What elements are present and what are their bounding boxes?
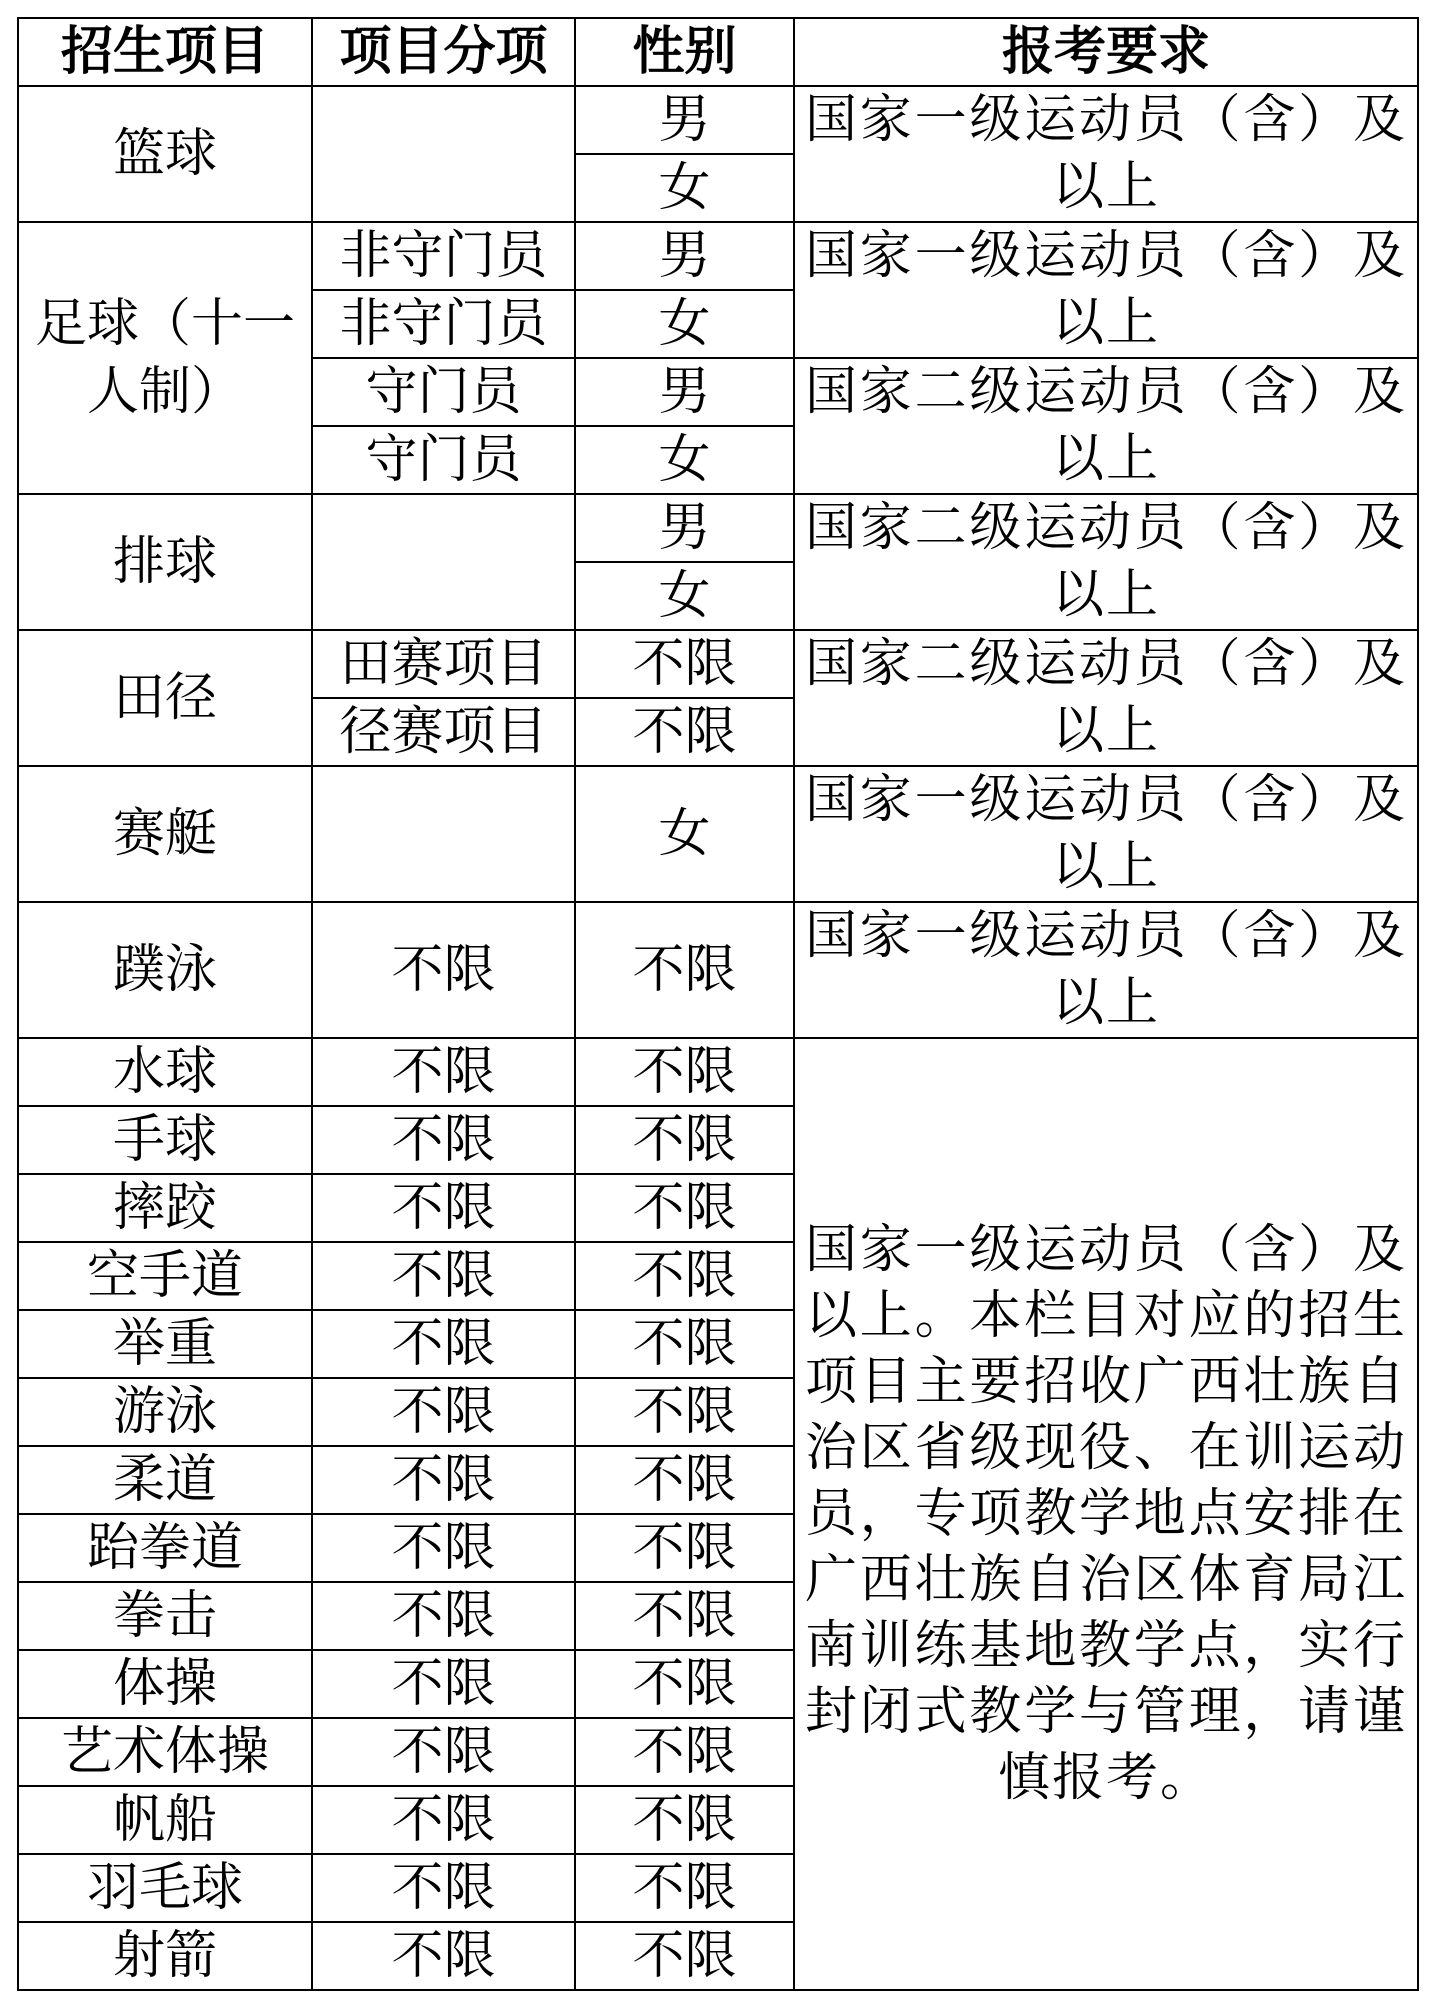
cell-project: 蹼泳 <box>18 902 312 1038</box>
cell-sex: 不限 <box>575 1038 794 1106</box>
header-project: 招生项目 <box>18 18 312 86</box>
cell-sex: 不限 <box>575 630 794 698</box>
cell-project: 体操 <box>18 1650 312 1718</box>
cell-subitem <box>312 766 575 902</box>
cell-project: 足球（十一人制） <box>18 222 312 494</box>
cell-sex: 男 <box>575 494 794 562</box>
cell-sex: 不限 <box>575 1786 794 1854</box>
cell-subitem: 不限 <box>312 1310 575 1378</box>
cell-subitem <box>312 494 575 630</box>
cell-subitem: 不限 <box>312 1786 575 1854</box>
cell-subitem: 守门员 <box>312 426 575 494</box>
cell-subitem: 不限 <box>312 1582 575 1650</box>
cell-project: 射箭 <box>18 1922 312 1990</box>
cell-project: 摔跤 <box>18 1174 312 1242</box>
cell-subitem: 不限 <box>312 1038 575 1106</box>
cell-sex: 不限 <box>575 1854 794 1922</box>
cell-project: 水球 <box>18 1038 312 1106</box>
cell-sex: 不限 <box>575 1582 794 1650</box>
cell-project: 游泳 <box>18 1378 312 1446</box>
cell-sex: 不限 <box>575 1514 794 1582</box>
cell-project: 赛艇 <box>18 766 312 902</box>
cell-subitem: 不限 <box>312 1446 575 1514</box>
cell-sex: 不限 <box>575 902 794 1038</box>
cell-project: 拳击 <box>18 1582 312 1650</box>
table-row <box>18 86 1418 154</box>
cell-subitem: 非守门员 <box>312 222 575 290</box>
cell-sex: 不限 <box>575 1922 794 1990</box>
cell-subitem: 守门员 <box>312 358 575 426</box>
cell-subitem: 非守门员 <box>312 290 575 358</box>
cell-subitem: 不限 <box>312 1718 575 1786</box>
cell-sex: 女 <box>575 290 794 358</box>
cell-subitem: 不限 <box>312 902 575 1038</box>
cell-requirement: 国家一级运动员（含）及以上 <box>794 902 1418 1038</box>
cell-sex: 不限 <box>575 698 794 766</box>
cell-requirement: 国家二级运动员（含）及以上 <box>794 630 1418 766</box>
cell-sex: 不限 <box>575 1242 794 1310</box>
cell-subitem: 不限 <box>312 1242 575 1310</box>
cell-project: 手球 <box>18 1106 312 1174</box>
cell-project: 排球 <box>18 494 312 630</box>
cell-requirement: 国家一级运动员（含）及以上 <box>794 222 1418 358</box>
cell-requirement: 国家一级运动员（含）及以上 <box>794 86 1418 222</box>
cell-subitem: 不限 <box>312 1106 575 1174</box>
cell-sex: 不限 <box>575 1650 794 1718</box>
cell-project: 柔道 <box>18 1446 312 1514</box>
cell-sex: 不限 <box>575 1310 794 1378</box>
cell-subitem: 不限 <box>312 1378 575 1446</box>
cell-project: 举重 <box>18 1310 312 1378</box>
cell-subitem: 不限 <box>312 1174 575 1242</box>
cell-subitem: 田赛项目 <box>312 630 575 698</box>
cell-subitem: 不限 <box>312 1854 575 1922</box>
header-requirement: 报考要求 <box>794 18 1418 86</box>
cell-subitem: 不限 <box>312 1514 575 1582</box>
cell-sex: 男 <box>575 222 794 290</box>
cell-sex: 不限 <box>575 1446 794 1514</box>
cell-sex: 女 <box>575 426 794 494</box>
cell-requirement: 国家二级运动员（含）及以上 <box>794 358 1418 494</box>
table-row <box>18 766 1418 902</box>
table-row <box>18 902 1418 1038</box>
cell-subitem <box>312 86 575 222</box>
table-row <box>18 630 1418 698</box>
table-row <box>18 222 1418 290</box>
cell-sex: 女 <box>575 154 794 222</box>
header-row <box>18 18 1418 86</box>
cell-subitem: 不限 <box>312 1650 575 1718</box>
cell-group-requirement: 国家一级运动员（含）及以上。本栏目对应的招生项目主要招收广西壮族自治区省级现役、在训运动员，专项教学地点安排在广西壮族自治区体育局江南训练基地教学点，实行封闭式教学与管理，请谨慎报考。 <box>794 1038 1418 1990</box>
cell-requirement: 国家二级运动员（含）及以上 <box>794 494 1418 630</box>
cell-project: 艺术体操 <box>18 1718 312 1786</box>
cell-subitem: 径赛项目 <box>312 698 575 766</box>
cell-requirement: 国家一级运动员（含）及以上 <box>794 766 1418 902</box>
table-row <box>18 494 1418 562</box>
cell-sex: 不限 <box>575 1378 794 1446</box>
cell-sex: 女 <box>575 562 794 630</box>
cell-sex: 不限 <box>575 1106 794 1174</box>
cell-project: 跆拳道 <box>18 1514 312 1582</box>
cell-sex: 男 <box>575 86 794 154</box>
cell-project: 帆船 <box>18 1786 312 1854</box>
cell-sex: 女 <box>575 766 794 902</box>
header-subitem: 项目分项 <box>312 18 575 86</box>
cell-subitem: 不限 <box>312 1922 575 1990</box>
cell-project: 田径 <box>18 630 312 766</box>
cell-project: 篮球 <box>18 86 312 222</box>
admission-table <box>17 17 1419 1991</box>
header-sex: 性别 <box>575 18 794 86</box>
cell-sex: 不限 <box>575 1718 794 1786</box>
table-row <box>18 1038 1418 1106</box>
cell-project: 羽毛球 <box>18 1854 312 1922</box>
cell-sex: 不限 <box>575 1174 794 1242</box>
cell-project: 空手道 <box>18 1242 312 1310</box>
cell-sex: 男 <box>575 358 794 426</box>
